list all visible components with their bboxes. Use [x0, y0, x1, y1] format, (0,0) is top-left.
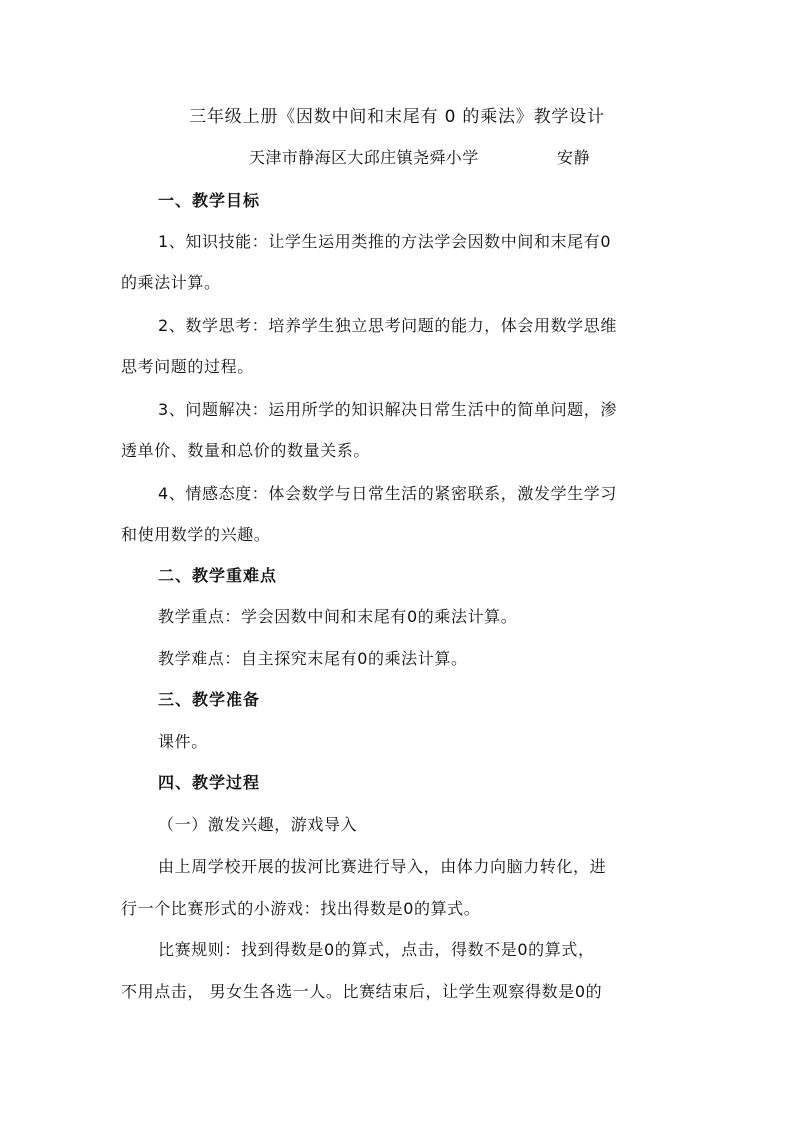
objective-2-line-1: 2、数学思考：培养学生独立思考问题的能力，体会用数学思维	[158, 316, 617, 335]
process-paragraph-1-line-1: 由上周学校开展的拔河比赛进行导入，由体力向脑力转化，进	[158, 857, 607, 876]
key-point-text: 教学重点：学会因数中间和末尾有0的乘法计算。	[158, 607, 518, 626]
school-name: 天津市静海区大邱庄镇尧舜小学	[249, 148, 479, 167]
subsection-heading-intro: （一）激发兴趣，游戏导入	[158, 815, 358, 834]
objective-4-line-2: 和使用数学的兴趣。	[121, 525, 271, 544]
objective-3-line-2: 透单价、数量和总价的数量关系。	[121, 441, 371, 460]
objective-3-line-1: 3、问题解决：运用所学的知识解决日常生活中的简单问题，渗	[158, 400, 617, 419]
objective-2-line-2: 思考问题的过程。	[121, 357, 254, 376]
process-paragraph-1-line-2: 行一个比赛形式的小游戏：找出得数是0的算式。	[121, 899, 481, 918]
author-name: 安静	[557, 148, 591, 167]
section-heading-objectives: 一、教学目标	[158, 191, 261, 210]
process-paragraph-2-line-1: 比赛规则：找到得数是0的算式，点击，得数不是0的算式，	[158, 940, 595, 959]
preparation-text: 课件。	[158, 732, 208, 751]
section-heading-process: 四、教学过程	[158, 773, 261, 792]
section-heading-preparation: 三、教学准备	[158, 690, 261, 709]
objective-4-line-1: 4、情感态度：体会数学与日常生活的紧密联系，激发学生学习	[158, 484, 617, 503]
document-title: 三年级上册《因数中间和末尾有 0 的乘法》教学设计	[189, 107, 605, 127]
objective-1-line-2: 的乘法计算。	[121, 273, 221, 292]
process-paragraph-2-line-2: 不用点击， 男女生各选一人。比赛结束后，让学生观察得数是0的	[121, 982, 603, 1001]
section-heading-key-points: 二、教学重难点	[158, 566, 278, 585]
objective-1-line-1: 1、知识技能：让学生运用类推的方法学会因数中间和末尾有0	[158, 232, 612, 251]
difficulty-text: 教学难点：自主探究末尾有0的乘法计算。	[158, 649, 468, 668]
